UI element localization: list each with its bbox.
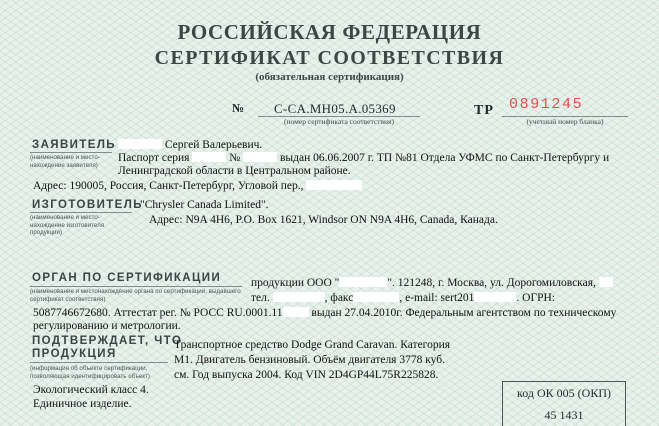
manufacturer-address: Адрес: N9A 4H6, P.O. Box 1621, Windsor ON N9A 4H6, Canada, Канада. bbox=[149, 214, 498, 226]
product-line-3: см. Год выпуска 2004. Код VIN 2D4GP44L75R225828. bbox=[174, 369, 439, 381]
redacted-passport-number bbox=[243, 152, 277, 162]
certification-body-line-3 bbox=[33, 307, 616, 320]
certification-body-line-1 bbox=[251, 277, 613, 290]
passport-continuation: Ленинградской области в Центральном районе. bbox=[118, 165, 351, 177]
redacted-series bbox=[192, 152, 226, 162]
product-line-2: M1. Двигатель бензиновый. Объём двигателя 3778 куб. bbox=[174, 354, 445, 366]
cb-line1-address: ". 121248, г. Москва, ул. Дорогомиловская, bbox=[387, 277, 596, 289]
manufacturer-label: ИЗГОТОВИТЕЛЬ bbox=[32, 199, 143, 211]
cb-fax-label: факс bbox=[330, 292, 354, 304]
certification-body-label: ОРГАН ПО СЕРТИФИКАЦИИ bbox=[32, 272, 222, 284]
cb-ogrn-label: . ОГРН: bbox=[516, 292, 556, 304]
certification-body-line-2: тел. , факс , e-mail: sert201 . ОГРН: bbox=[251, 292, 556, 304]
passport-line bbox=[118, 152, 609, 165]
passport-no-sign: № bbox=[229, 152, 241, 164]
product-label-2: ПРОДУКЦИЯ bbox=[32, 348, 117, 360]
cb-line1-prefix: продукции ООО " bbox=[251, 277, 340, 289]
product-label-underline bbox=[30, 362, 168, 363]
product-line-1: Транспортное средство Dodge Grand Caravan. Категория bbox=[174, 339, 451, 351]
okp-code-box bbox=[502, 381, 626, 426]
applicant-hint: (наименование и место-нахождение заявителя) bbox=[30, 154, 100, 169]
cb-email: , e-mail: sert201 bbox=[399, 292, 475, 304]
cb-tel-label: тел. bbox=[251, 292, 270, 304]
redacted-house bbox=[599, 277, 613, 287]
certification-body-hint: (наименование и местонахождение органа по сертификации, выдавшего сертификат соответствия) bbox=[30, 288, 241, 303]
okp-code-value: 45 1431 bbox=[544, 408, 584, 422]
number-sign: № bbox=[232, 101, 245, 115]
redacted-email bbox=[474, 292, 516, 302]
certificate-number: С-CA.МН05.А.05369 bbox=[274, 101, 396, 116]
certification-body-line-4: регулированию и метрологии. bbox=[33, 320, 181, 332]
redacted-surname bbox=[118, 139, 162, 149]
applicant-address-line bbox=[33, 180, 362, 193]
applicant-name: Сергей Валерьевич. bbox=[164, 139, 263, 151]
certification-body-underline bbox=[30, 286, 242, 287]
manufacturer-name: "Chrysler Canada Limited". bbox=[140, 199, 269, 211]
applicant-name-line bbox=[118, 139, 262, 152]
cert-number-hint: (номер сертификата соответствия) bbox=[284, 117, 394, 126]
cb-attestat: 5087746672680. Аттестат рег. № РОСС RU.0001.11 bbox=[33, 307, 283, 319]
blank-number-hint: (учетный номер бланка) bbox=[526, 117, 604, 126]
manufacturer-hint: (наименование и место-нахождение изготовителя продукции) bbox=[30, 214, 105, 236]
redacted-org-name bbox=[339, 277, 387, 287]
product-hint: (информация об объекте сертификации, позволяющая идентифицировать объект) bbox=[30, 365, 150, 380]
redacted-attestat-number bbox=[283, 307, 309, 317]
okp-code-label: код ОК 005 (ОКП) bbox=[517, 386, 611, 400]
passport-issued: выдан 06.06.2007 г. ТП №81 Отдела УФМС по Санкт-Петербургу и bbox=[279, 152, 610, 164]
product-label-1: ПОДТВЕРЖДАЕТ, ЧТО bbox=[32, 335, 183, 347]
product-line-4: Экологический класс 4. bbox=[33, 384, 149, 396]
blank-number: 0891245 bbox=[509, 96, 584, 113]
manufacturer-label-underline bbox=[30, 212, 132, 213]
applicant-label-underline bbox=[30, 152, 112, 153]
cb-attestat-issued: выдан 27.04.2010г. Федеральным агентством по техническому bbox=[311, 307, 617, 319]
country-title: РОССИЙСКАЯ ФЕДЕРАЦИЯ bbox=[177, 20, 482, 44]
redacted-phone bbox=[273, 292, 325, 302]
product-line-5: Единичное изделие. bbox=[33, 398, 132, 410]
redacted-address bbox=[306, 180, 362, 190]
document-title: СЕРТИФИКАТ СООТВЕТСТВИЯ bbox=[154, 47, 505, 69]
applicant-label: ЗАЯВИТЕЛЬ bbox=[32, 139, 116, 151]
tr-label: ТР bbox=[474, 103, 494, 118]
applicant-address: Адрес: 190005, Россия, Санкт-Петербург, Угловой пер., bbox=[33, 180, 304, 192]
document-subtitle: (обязательная сертификация) bbox=[255, 71, 404, 83]
redacted-fax bbox=[353, 292, 399, 302]
passport-prefix: Паспорт серия bbox=[118, 152, 190, 164]
